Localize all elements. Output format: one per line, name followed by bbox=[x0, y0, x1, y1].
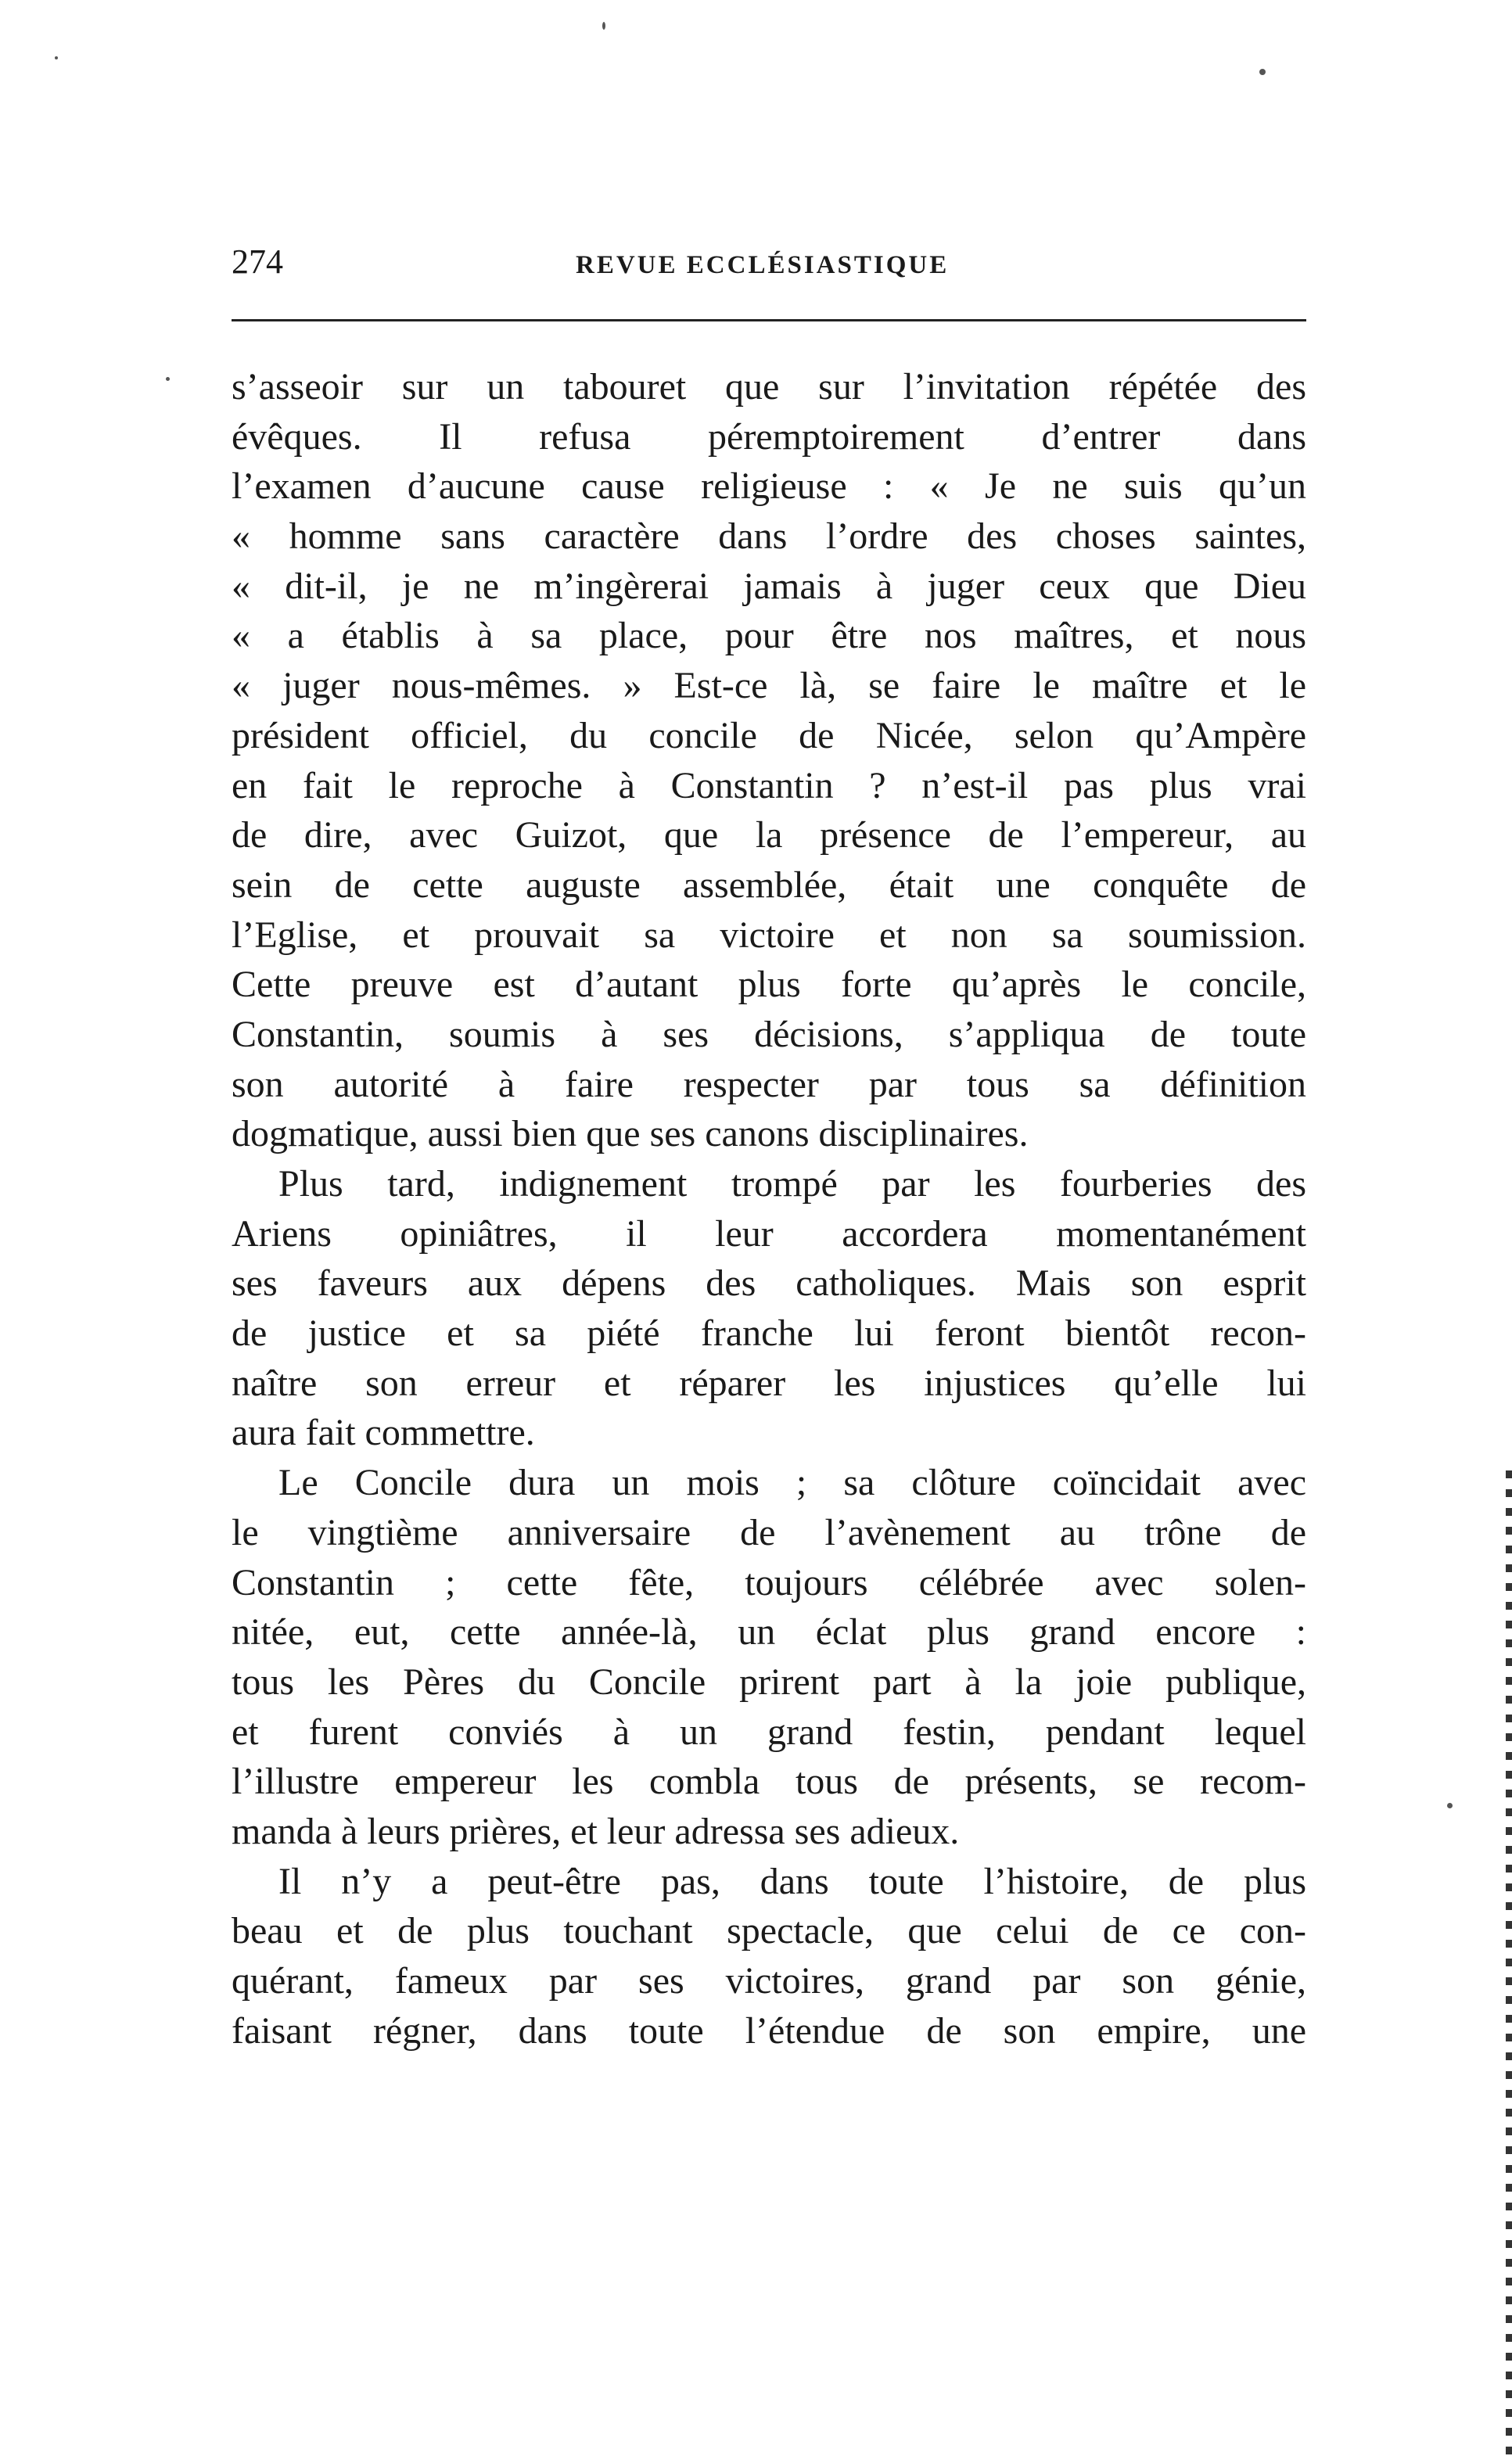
text-line: beau et de plus touchant spectacle, que celui de ce con- bbox=[232, 1910, 1306, 1952]
text-line: le vingtième anniversaire de l’avènement au trône de bbox=[232, 1511, 1306, 1553]
text-line: « homme sans caractère dans l’ordre des choses saintes, bbox=[232, 515, 1306, 558]
scan-speck bbox=[602, 22, 605, 30]
scan-speck bbox=[1259, 69, 1266, 75]
running-title: REVUE ECCLÉSIASTIQUE bbox=[576, 251, 950, 279]
text-line: l’examen d’aucune cause religieuse : « Je ne suis qu’un bbox=[232, 465, 1306, 508]
text-line: « dit-il, je ne m’ingèrerai jamais à juger ceux que Dieu bbox=[232, 565, 1306, 607]
text-line: Cette preuve est d’autant plus forte qu’après le concile, bbox=[232, 964, 1306, 1006]
text-line: sein de cette auguste assemblée, était une conquête de bbox=[232, 864, 1306, 906]
text-line: manda à leurs prières, et leur adressa ses adieux. bbox=[232, 1810, 960, 1852]
text-line: dogmatique, aussi bien que ses canons disciplinaires. bbox=[232, 1113, 1029, 1155]
page-number: 274 bbox=[232, 242, 283, 281]
scan-speck bbox=[55, 56, 58, 59]
text-line: naître son erreur et réparer les injustices qu’elle lui bbox=[232, 1362, 1306, 1404]
text-line: « a établis à sa place, pour être nos maîtres, et nous bbox=[232, 615, 1306, 657]
paragraph-start-line: Plus tard, indignement trompé par les fourberies des bbox=[278, 1163, 1306, 1205]
text-line: évêques. Il refusa péremptoirement d’entrer dans bbox=[232, 415, 1306, 458]
text-line: et furent conviés à un grand festin, pendant lequel bbox=[232, 1711, 1306, 1753]
text-line: tous les Pères du Concile prirent part à la joie publique, bbox=[232, 1661, 1306, 1703]
scan-speck bbox=[166, 377, 170, 381]
text-line: faisant régner, dans toute l’étendue de son empire, une bbox=[232, 2009, 1306, 2052]
text-line: président officiel, du concile de Nicée, selon qu’Ampère bbox=[232, 714, 1306, 756]
paragraph-start-line: Le Concile dura un mois ; sa clôture coïncidait avec bbox=[278, 1462, 1306, 1504]
text-line: de justice et sa piété franche lui feront bientôt recon- bbox=[232, 1312, 1306, 1355]
text-line: Ariens opiniâtres, il leur accordera momentanément bbox=[232, 1212, 1306, 1255]
header-rule bbox=[232, 319, 1306, 321]
text-line: s’asseoir sur un tabouret que sur l’invitation répétée des bbox=[232, 366, 1306, 408]
text-line: l’illustre empereur les combla tous de présents, se recom- bbox=[232, 1761, 1306, 1803]
page-header bbox=[232, 239, 1306, 285]
text-line: ses faveurs aux dépens des catholiques. Mais son esprit bbox=[232, 1262, 1306, 1305]
text-line: de dire, avec Guizot, que la présence de l’empereur, au bbox=[232, 814, 1306, 856]
scan-speck bbox=[1447, 1803, 1453, 1808]
paragraph-start-line: Il n’y a peut-être pas, dans toute l’histoire, de plus bbox=[278, 1860, 1306, 1902]
text-line: l’Eglise, et prouvait sa victoire et non sa soumission. bbox=[232, 914, 1306, 956]
text-line: aura fait commettre. bbox=[232, 1412, 535, 1454]
page-edge-mark bbox=[1506, 1470, 1512, 2456]
text-line: Constantin ; cette fête, toujours célébrée avec solen- bbox=[232, 1561, 1306, 1603]
text-line: en fait le reproche à Constantin ? n’est-il pas plus vrai bbox=[232, 764, 1306, 806]
text-line: « juger nous-mêmes. » Est-ce là, se faire le maître et le bbox=[232, 665, 1306, 707]
text-line: nitée, eut, cette année-là, un éclat plus grand encore : bbox=[232, 1611, 1306, 1653]
body-text bbox=[232, 362, 1306, 2056]
text-line: Constantin, soumis à ses décisions, s’appliqua de toute bbox=[232, 1013, 1306, 1055]
text-line: son autorité à faire respecter par tous sa définition bbox=[232, 1063, 1306, 1105]
text-line: quérant, fameux par ses victoires, grand par son génie, bbox=[232, 1960, 1306, 2002]
